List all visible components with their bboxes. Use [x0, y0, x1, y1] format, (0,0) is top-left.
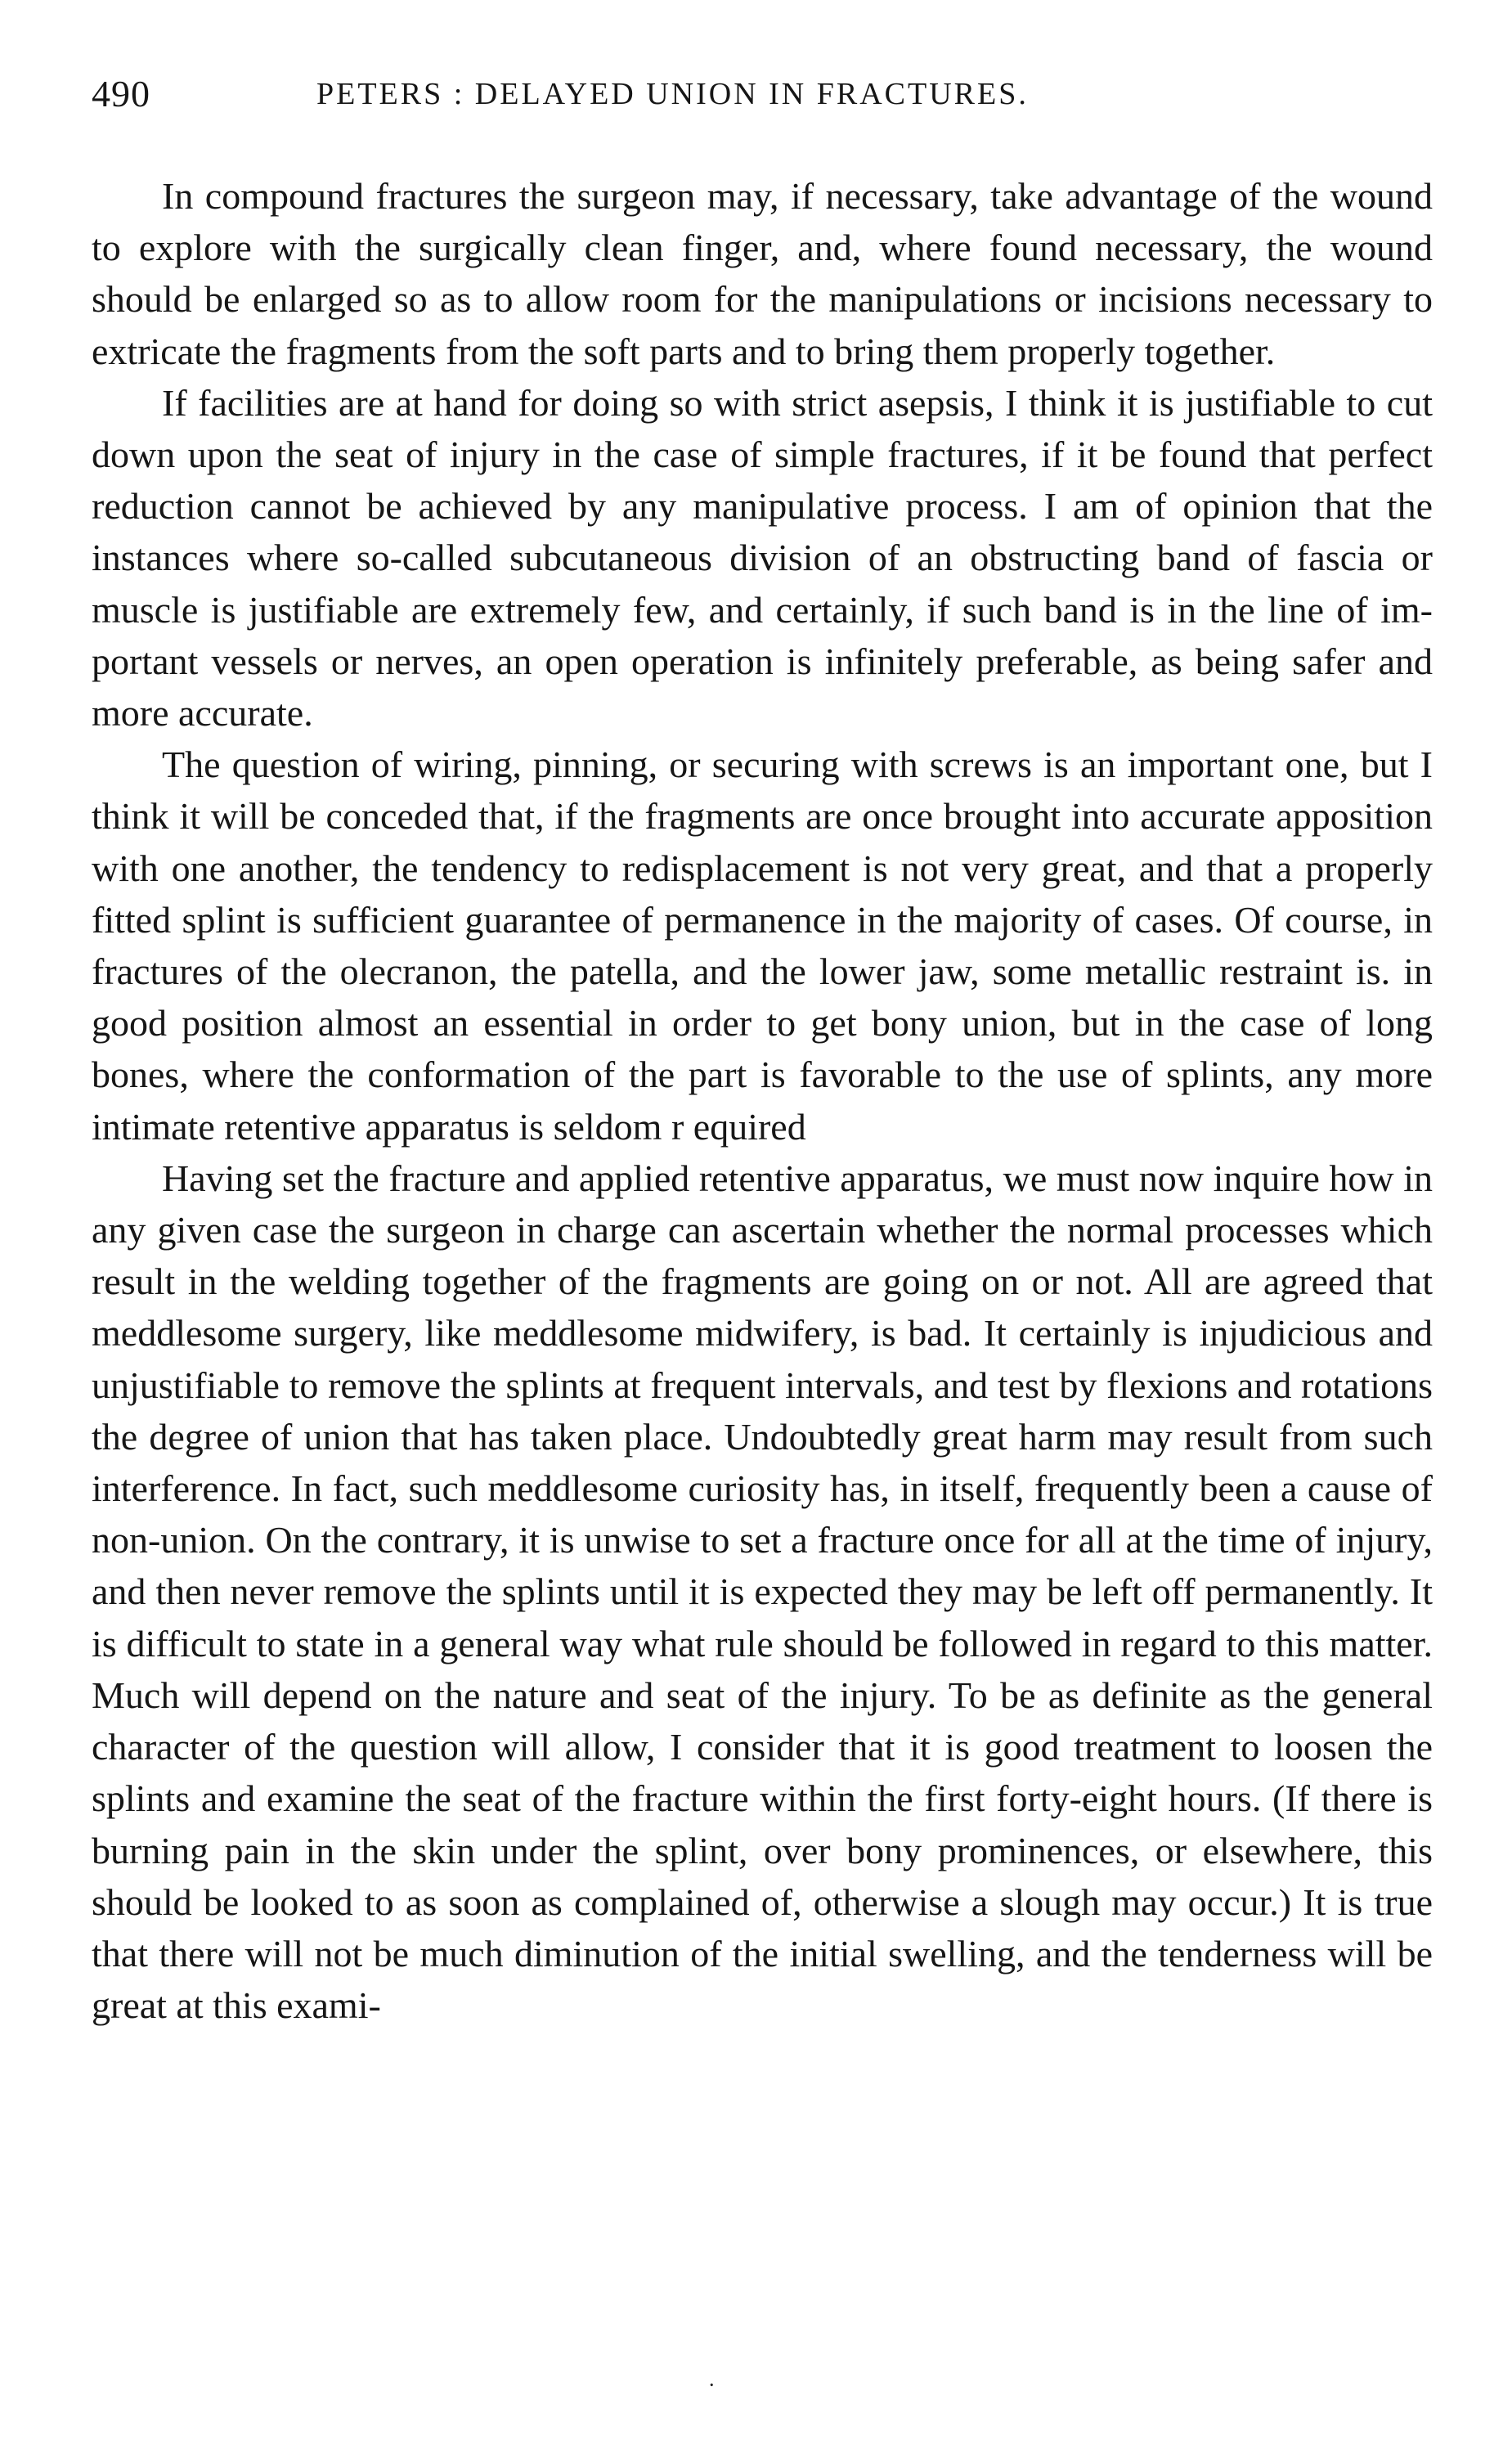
- running-title: PETERS : DELAYED UNION IN FRACTURES.: [316, 77, 1029, 111]
- book-page: [92, 65, 1433, 2031]
- paragraph-compound-fractures: In compound fractures the surgeon may, if necessary, take advantage of the wound to explore with the surgically clean finger, and, where found necessary, the wound should be enlarged so as to allow room for the manipulations or incisions necessary to extricate the fragments from the soft parts and to bring them properly together.: [92, 175, 1433, 372]
- page-number: 490: [92, 73, 150, 115]
- paragraph-wiring: The question of wiring, pinning, or securing with screws is an important one, but I think it will be conceded that, if the fragments are once brought into accurate apposition with one another, the tendency to redisplacement is not very great, and that a properly fitted splint is sufficient guarantee of permanence in the majority of cases. Of course, in fractures of the olecranon, the patella, and the lower jaw, some metallic restraint is. in good position almost an essential in order to get bony union, but in the case of long bones, where the conformation of the part is favorable to the use of splints, any more intimate retentive apparatus is seldom r equired: [92, 744, 1433, 1148]
- page-end-mark: .: [709, 2367, 715, 2391]
- paragraph-retentive-apparatus: Having set the fracture and applied retentive apparatus, we must now inquire how in any given case the surgeon in charge can ascertain whether the normal processes which result in the welding together of the fragments are going on or not. All are agreed that meddlesome surgery, like meddlesome midwifery, is bad. It certainly is injudicious and unjustifiable to remove the splints at frequent intervals, and test by flexions and rotations the degree of union that has taken place. Undoubtedly great harm may result from such interference. In fact, such meddlesome curiosity has, in itself, frequently been a cause of non-union. On the contrary, it is unwise to set a fracture once for all at the time of injury, and then never remove the splints until it is expected they may be left off permanently. It is difficult to state in a general way what rule should be followed in regard to this matter. Much will depend on the nature and seat of the injury. To be as definite as the general character of the question will allow, I consider that it is good treatment to loosen the splints and examine the seat of the fracture within the first forty-eight hours. (If there is burning pain in the skin under the splint, over bony prominences, or elsewhere, this should be looked to as soon as complained of, otherwise a slough may occur.) It is true that there will not be much diminution of the initial swelling, and the tenderness will be great at this exami-: [92, 1157, 1433, 2027]
- paragraph-asepsis: If facilities are at hand for doing so with strict asepsis, I think it is justifiable to cut down upon the seat of injury in the case of simple fractures, if it be found that perfect reduction cannot be achieved by any manipulative process. I am of opinion that the instances where so-called subcutaneous division of an obstructing band of fascia or muscle is justifiable are extremely few, and certainly, if such band is in the line of important vessels or nerves, an open operation is infinitely preferable, as being safer and more accurate.: [92, 381, 1433, 735]
- running-header: [92, 65, 1433, 123]
- body-text: [92, 170, 1433, 2031]
